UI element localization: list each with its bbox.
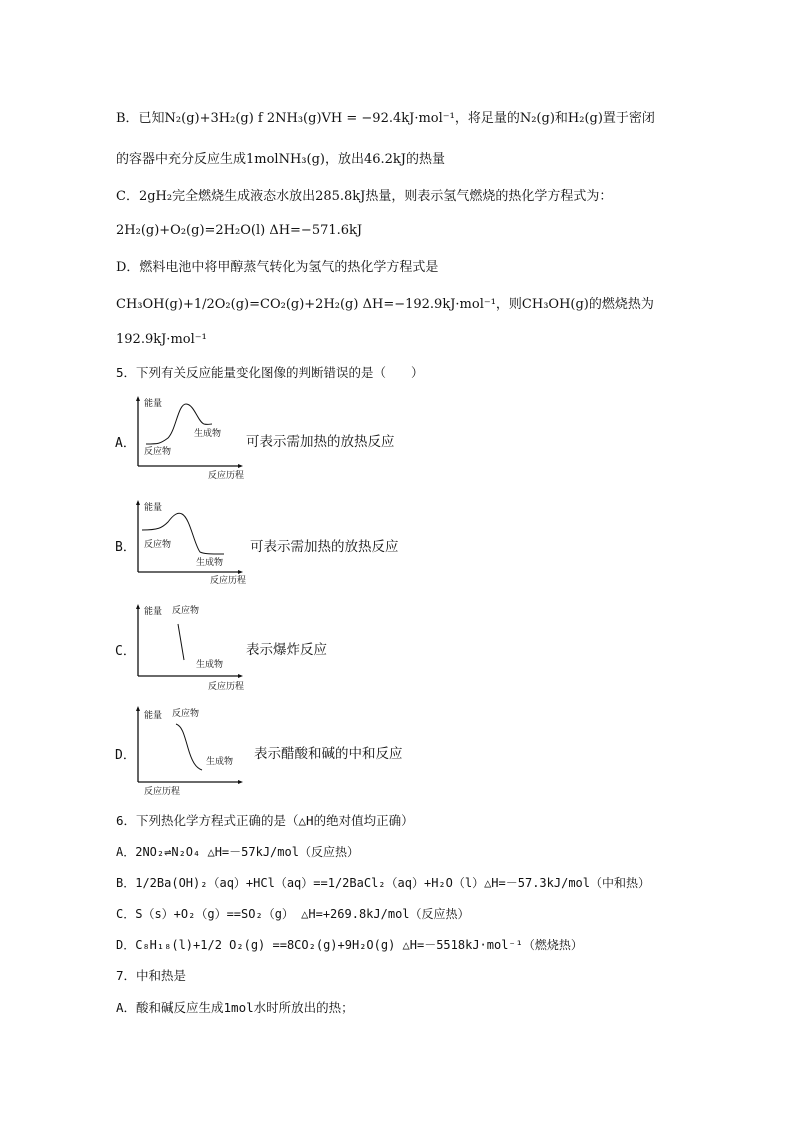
reactant-label: 反应物 (172, 709, 200, 719)
q4-option-c-equation: 2H₂(g)+O₂(g)=2H₂O(l) ΔH=−571.6kJ (116, 223, 363, 238)
q5-option-d-energy-diagram (128, 704, 248, 797)
axis-x-label: 反应历程 (210, 576, 247, 586)
reactant-label: 反应物 (144, 540, 172, 550)
q4-option-b-line2: 的容器中充分反应生成1molNH₃(g)，放出46.2kJ的热量 (116, 152, 446, 167)
q5-option-d-label: D． (115, 748, 136, 763)
axis-y-label: 能量 (144, 607, 163, 617)
q4-option-b-line1: B．已知N₂(g)+3H₂(g) f 2NH₃(g)VH = −92.4kJ·mol⁻¹，将足量的N₂(g)和H₂(g)置于密闭 (116, 111, 655, 126)
q6-option-c: C．S（s）+O₂（g）==SO₂（g） △H=+269.8kJ/mol（反应热） (116, 907, 470, 921)
product-label: 生成物 (194, 429, 222, 439)
reactant-label: 反应物 (172, 606, 200, 616)
q7-stem: 7．中和热是 (116, 968, 187, 983)
axis-y-label: 能量 (144, 711, 163, 721)
q5-option-b-energy-diagram (128, 498, 248, 586)
reactant-label: 反应物 (144, 447, 172, 457)
axis-y-label: 能量 (144, 399, 163, 409)
q4-option-c-line1: C．2gH₂完全燃烧生成液态水放出285.8kJ热量，则表示氢气燃烧的热化学方程式为： (116, 189, 613, 204)
q5-option-b-text: 可表示需加热的放热反应 (250, 539, 399, 555)
q6-option-a: A．2NO₂⇌N₂O₄ △H=－57kJ/mol（反应热） (116, 845, 359, 859)
q7-option-a: A．酸和碱反应生成1mol水时所放出的热； (116, 1000, 354, 1015)
q6-option-b: B．1/2Ba(OH)₂（aq）+HCl（aq）==1/2BaCl₂（aq）+H₂O（l）△H=－57.3kJ/mol（中和热） (116, 876, 651, 890)
axis-x-label: 反应历程 (144, 787, 181, 797)
q5-option-d-text: 表示醋酸和碱的中和反应 (254, 746, 403, 762)
axis-y-label: 能量 (144, 503, 163, 513)
q5-option-c-energy-diagram (128, 602, 248, 692)
q6-option-d: D．C₈H₁₈(l)+1/2 O₂(g) ==8CO₂(g)+9H₂O(g) △H=－5518kJ·mol⁻¹（燃烧热） (116, 938, 583, 952)
q4-option-d-equation: CH₃OH(g)+1/2O₂(g)=CO₂(g)+2H₂(g) ΔH=−192.9kJ·mol⁻¹，则CH₃OH(g)的燃烧热为 (116, 297, 654, 312)
product-label: 生成物 (196, 558, 224, 568)
axis-x-label: 反应历程 (208, 682, 245, 692)
q5-option-c-label: C． (115, 644, 136, 659)
axis-x-label: 反应历程 (208, 471, 245, 481)
product-label: 生成物 (196, 660, 224, 670)
q5-option-a-label: A． (115, 436, 136, 451)
q4-option-d-line3: 192.9kJ·mol⁻¹ (116, 332, 207, 347)
q4-option-d-line1: D．燃料电池中将甲醇蒸气转化为氢气的热化学方程式是 (116, 260, 439, 275)
q5-option-a-text: 可表示需加热的放热反应 (246, 434, 395, 450)
q5-option-c-text: 表示爆炸反应 (246, 642, 327, 658)
q5-option-a-energy-diagram (128, 394, 248, 481)
q5-stem: 5．下列有关反应能量变化图像的判断错误的是（ ） (116, 365, 424, 380)
q6-stem: 6．下列热化学方程式正确的是（△H的绝对值均正确） (116, 813, 414, 828)
q5-option-b-label: B． (115, 540, 136, 555)
product-label: 生成物 (206, 757, 234, 767)
